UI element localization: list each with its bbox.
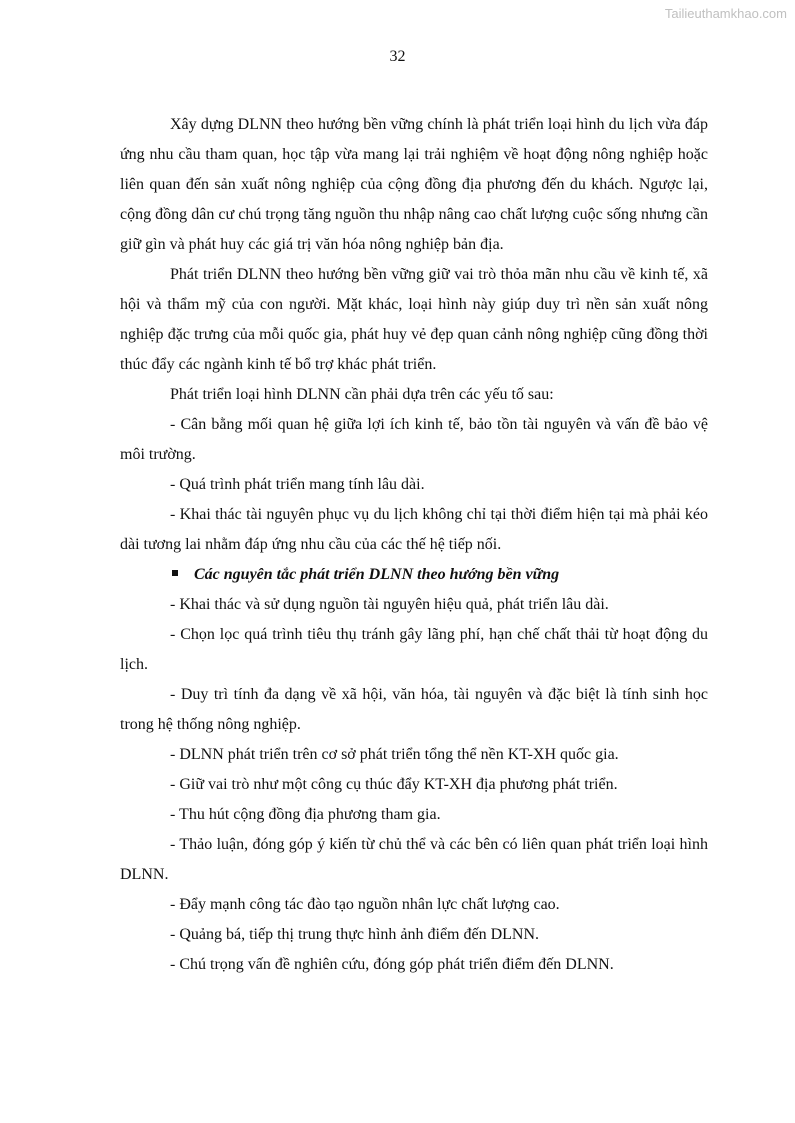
list-item: - DLNN phát triển trên cơ sở phát triển tổng thể nền KT-XH quốc gia. [170,746,619,763]
list-item: - Thảo luận, đóng góp ý kiến từ chủ thể và các bên có liên quan phát triển loại hình DLNN. [120,836,708,883]
list-item: - Chọn lọc quá trình tiêu thụ tránh gây lãng phí, hạn chế chất thải từ hoạt động du lịch. [120,626,708,673]
list-item: - Cân bằng mối quan hệ giữa lợi ích kinh tế, bảo tồn tài nguyên và vấn đề bảo vệ môi trường. [120,416,708,463]
paragraph: Phát triển loại hình DLNN cần phải dựa trên các yếu tố sau: [170,386,554,403]
list-item: - Quá trình phát triển mang tính lâu dài. [170,476,425,493]
list-item: - Thu hút cộng đồng địa phương tham gia. [170,806,441,823]
section-heading [120,560,708,590]
paragraph: Xây dựng DLNN theo hướng bền vững chính là phát triển loại hình du lịch vừa đáp ứng nhu cầu tham quan, học tập vừa mang lại trải nghiệm về hoạt động nông nghiệp hoặc liên quan đến sản xuất nông nghiệp của cộng đồng địa phương đến du khách. Ngược lại, cộng đồng dân cư chú trọng tăng nguồn thu nhập nâng cao chất lượng cuộc sống nhưng cần giữ gìn và phát huy các giá trị văn hóa nông nghiệp bản địa. [120,116,708,253]
list-item: - Khai thác và sử dụng nguồn tài nguyên hiệu quả, phát triển lâu dài. [170,596,609,613]
document-body [120,110,708,980]
watermark: Tailieuthamkhao.com [664,6,787,21]
list-item: - Quảng bá, tiếp thị trung thực hình ảnh điểm đến DLNN. [170,926,540,943]
list-item: - Chú trọng vấn đề nghiên cứu, đóng góp phát triển điểm đến DLNN. [170,956,614,973]
list-item: - Khai thác tài nguyên phục vụ du lịch không chỉ tại thời điểm hiện tại mà phải kéo dài tương lai nhằm đáp ứng nhu cầu của các thế hệ tiếp nối. [120,506,708,553]
list-item: - Đẩy mạnh công tác đào tạo nguồn nhân lực chất lượng cao. [170,896,560,913]
list-item: - Giữ vai trò như một công cụ thúc đẩy KT-XH địa phương phát triển. [170,776,618,793]
list-item: - Duy trì tính đa dạng về xã hội, văn hóa, tài nguyên và đặc biệt là tính sinh học trong hệ thống nông nghiệp. [120,686,708,733]
section-heading-text: Các nguyên tắc phát triển DLNN theo hướng bền vững [194,566,560,583]
paragraph: Phát triển DLNN theo hướng bền vững giữ vai trò thỏa mãn nhu cầu về kinh tế, xã hội và thẩm mỹ của con người. Mặt khác, loại hình này giúp duy trì nền sản xuất nông nghiệp đặc trưng của mỗi quốc gia, phát huy vẻ đẹp quan cảnh nông nghiệp cũng đồng thời thúc đẩy các ngành kinh tế bổ trợ khác phát triển. [120,266,708,373]
square-bullet-icon [172,570,178,576]
page-number: 32 [389,48,406,65]
